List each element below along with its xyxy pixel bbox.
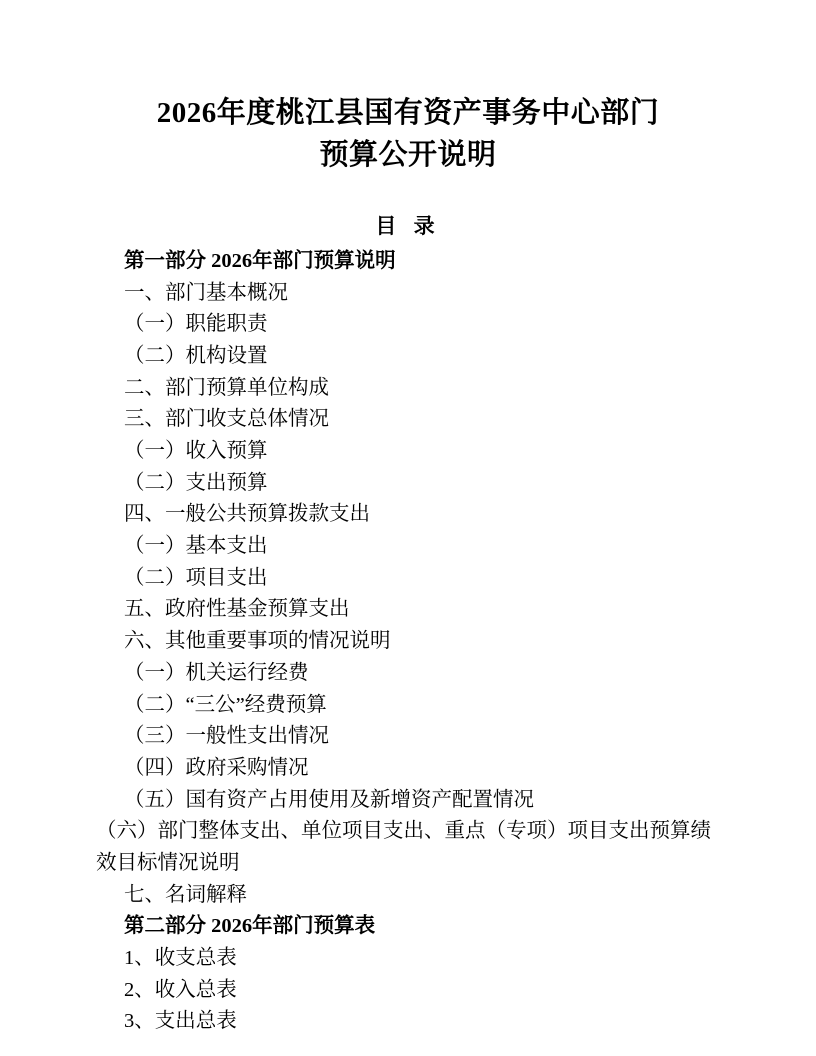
toc-entry[interactable]: （三）一般性支出情况 xyxy=(124,725,329,748)
toc-entry[interactable]: 第二部分 2026年部门预算表 xyxy=(124,915,376,938)
page-title-line-1: 2026年度桃江县国有资产事务中心部门 xyxy=(156,97,660,129)
toc-entry[interactable]: 七、名词解释 xyxy=(124,883,247,906)
toc-entry[interactable]: （五）国有资产占用使用及新增资产配置情况 xyxy=(124,788,534,811)
toc-entry[interactable]: （二）支出预算 xyxy=(124,471,268,494)
toc-entry[interactable]: （二）项目支出 xyxy=(124,566,268,589)
toc-entry[interactable]: 二、部门预算单位构成 xyxy=(124,376,329,399)
page-title xyxy=(96,92,720,176)
toc-entry[interactable]: 四、一般公共预算拨款支出 xyxy=(124,503,370,526)
toc-entry[interactable]: （二）“三公”经费预算 xyxy=(124,693,327,716)
toc-entry[interactable]: 六、其他重要事项的情况说明 xyxy=(124,630,391,653)
toc-entry[interactable]: 1、收支总表 xyxy=(124,946,237,969)
page-title-line-2: 预算公开说明 xyxy=(319,139,497,172)
toc-entry[interactable]: 3、支出总表 xyxy=(124,1010,237,1033)
toc-entry[interactable]: （一）职能职责 xyxy=(124,313,268,336)
toc-entry[interactable]: （四）政府采购情况 xyxy=(124,756,309,779)
toc-entry[interactable]: （一）基本支出 xyxy=(124,535,268,558)
toc-heading: 目 录 xyxy=(375,214,441,239)
toc-entry[interactable]: 五、政府性基金预算支出 xyxy=(124,598,350,621)
table-of-contents xyxy=(96,246,720,1038)
toc-entry[interactable]: （二）机构设置 xyxy=(124,345,268,368)
toc-entry[interactable]: （一）机关运行经费 xyxy=(124,661,309,684)
toc-entry[interactable]: 第一部分 2026年部门预算说明 xyxy=(124,250,396,273)
toc-entry[interactable]: 2、收入总表 xyxy=(124,978,237,1001)
toc-entry[interactable]: （六）部门整体支出、单位项目支出、重点（专项）项目支出预算绩效目标情况说明 xyxy=(96,820,711,874)
toc-entry[interactable]: （一）收入预算 xyxy=(124,440,268,463)
toc-entry[interactable]: 三、部门收支总体情况 xyxy=(124,408,329,431)
toc-entry[interactable]: 一、部门基本概况 xyxy=(124,281,288,304)
